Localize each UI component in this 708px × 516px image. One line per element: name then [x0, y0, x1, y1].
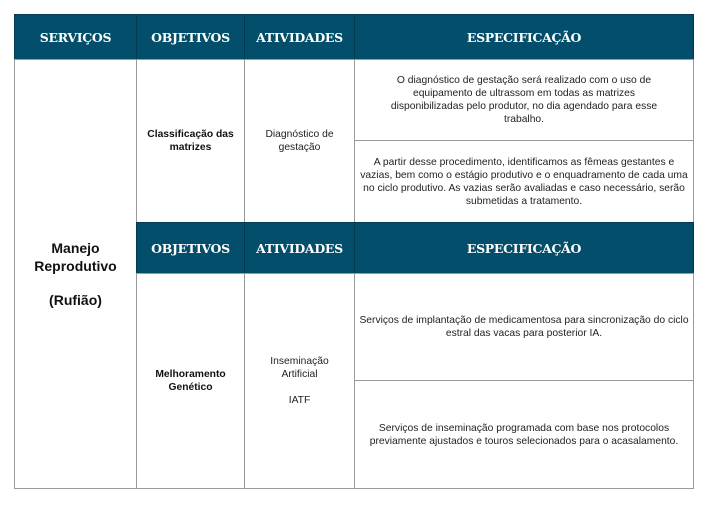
header-atividades: ATIVIDADES [244, 14, 355, 60]
spec-cell-1b: A partir desse procedimento, identificamos as fêmeas gestantes e vazias, bem como o estágio produtivo e o enquadramento de cada uma no ciclo produtivo. As vazias serão avaliadas e caso necessário, serão submetidas a tratamento. [354, 140, 694, 223]
spec-cell-2b: Serviços de inseminação programada com base nos protocolos previamente ajustados e touros selecionados para o acasalamento. [354, 380, 694, 489]
objective-cell-1: Classificação das matrizes [136, 59, 245, 223]
header2-especificacao: ESPECIFICAÇÃO [354, 222, 694, 274]
header2-atividades: ATIVIDADES [244, 222, 355, 274]
service-name-line3: (Rufião) [49, 292, 102, 308]
activity-2-line2: IATF [288, 395, 311, 406]
activity-cell-1: Diagnóstico de gestação [244, 59, 355, 223]
activity-2-line1: Inseminação Artificial [270, 356, 329, 380]
service-name-line2: Reprodutivo [34, 258, 117, 274]
objective-cell-2: Melhoramento Genético [136, 273, 245, 489]
header-servicos: SERVIÇOS [14, 14, 137, 60]
spec-cell-2a: Serviços de implantação de medicamentosa para sincronização do ciclo estral das vacas para posterior IA. [354, 273, 694, 381]
service-cell [14, 59, 137, 489]
spec-cell-1a: O diagnóstico de gestação será realizado com o uso de equipamento de ultrassom em todas as matrizes disponibilizadas pelo produtor, no dia agendado para esse trabalho. [354, 59, 694, 141]
header-especificacao: ESPECIFICAÇÃO [354, 14, 694, 60]
activity-cell-2 [244, 273, 355, 489]
service-name-line1: Manejo [51, 240, 100, 256]
header-objetivos: OBJETIVOS [136, 14, 245, 60]
header2-objetivos: OBJETIVOS [136, 222, 245, 274]
